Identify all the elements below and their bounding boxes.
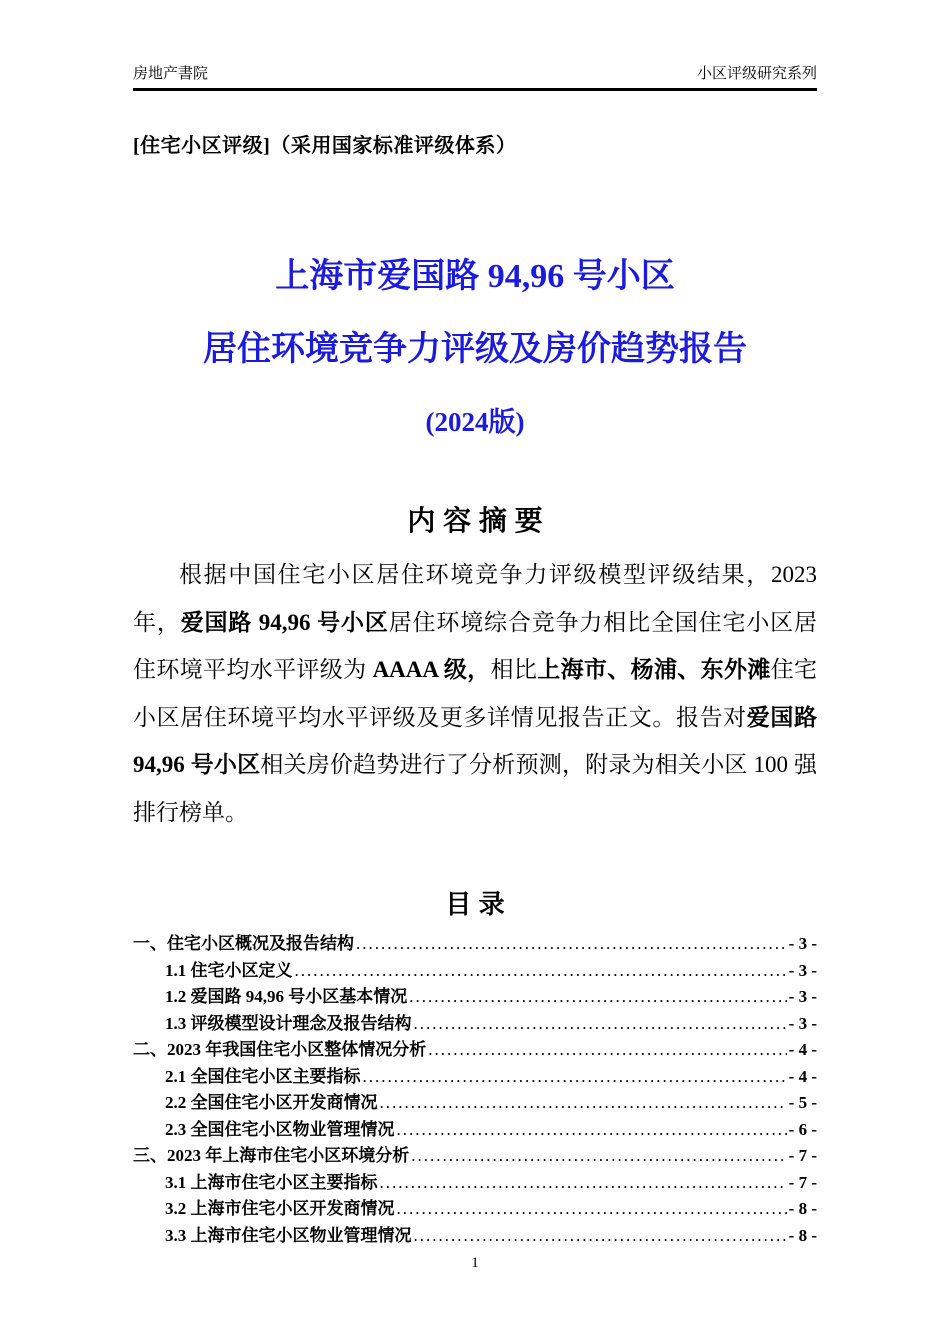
toc-entry-label: 1.2 爱国路 94,96 号小区基本情况 [165, 987, 408, 1006]
toc-entry-label: 2.1 全国住宅小区主要指标 [165, 1066, 361, 1086]
title-block [133, 248, 817, 439]
page-number: 1 [471, 1255, 479, 1271]
toc-entry [133, 1064, 817, 1091]
toc-leader-dots [356, 931, 787, 958]
toc-entry-page: - 3 - [788, 1013, 817, 1033]
toc-entry-page: - 3 - [788, 960, 817, 980]
summary-run: 居住环境综合竞争力相比全国住宅小区居住环境平均水平评级为 [133, 609, 818, 682]
toc-entry [133, 1143, 817, 1170]
toc-leader-dots [428, 1037, 786, 1064]
toc-entry-page: - 8 - [788, 1199, 817, 1218]
toc-leader-dots [295, 958, 787, 985]
summary-run: 相关房价趋势进行了分析预测，附录为相关小区 100 强排行榜单。 [133, 752, 818, 825]
summary-run: 相比 [490, 657, 538, 682]
toc-entry-label: 3.3 上海市住宅小区物业管理情况 [165, 1225, 412, 1245]
toc-entry-label: 三、2023 年上海市住宅小区环境分析 [133, 1146, 410, 1165]
summary-paragraph [133, 551, 817, 836]
toc-leader-dots [363, 1064, 787, 1091]
report-edition: (2024版) [425, 407, 525, 437]
toc-entry [133, 1090, 817, 1117]
summary-run: 根据中国住宅小区居住环境竞争力评级模型评级结果，2023 年， [133, 562, 817, 635]
summary-run-bold: 爱国路 94,96 号小区 [133, 704, 818, 777]
summary-run: 住宅小区居住环境平均水平评级及更多详情见报告正文。报告对 [133, 657, 818, 730]
summary-run-bold: AAAA 级， [372, 657, 491, 682]
toc-entry-label: 二、2023 年我国住宅小区整体情况分析 [133, 1040, 427, 1059]
toc-entry [133, 1170, 817, 1197]
toc-leader-dots [411, 1143, 786, 1170]
toc-heading: 目 录 [445, 889, 505, 919]
report-title-line1: 上海市爱国路 94,96 号小区 [275, 258, 675, 295]
toc-leader-dots [414, 1223, 787, 1250]
report-title-line2: 居住环境竞争力评级及房价趋势报告 [203, 331, 747, 368]
toc-entry-page: - 8 - [788, 1225, 817, 1245]
toc-entry-page: - 7 - [788, 1172, 817, 1192]
toc-entry [133, 958, 817, 985]
summary-run-bold: 爱国路 94,96 号小区 [180, 609, 389, 635]
toc-entry-page: - 7 - [788, 1146, 817, 1165]
header-right-text: 小区评级研究系列 [696, 65, 817, 82]
toc-entry-label: 2.3 全国住宅小区物业管理情况 [165, 1119, 395, 1139]
toc-leader-dots [409, 984, 786, 1011]
toc-entry-page: - 4 - [788, 1066, 817, 1086]
toc-entry-page: - 6 - [788, 1119, 817, 1139]
toc-leader-dots [414, 1011, 787, 1038]
page-content [133, 0, 817, 1249]
header-left-text: 房地产書院 [133, 65, 209, 82]
toc-entry [133, 984, 817, 1011]
toc-entry [133, 1196, 817, 1223]
toc-leader-dots [380, 1170, 787, 1197]
toc-entry-label: 2.2 全国住宅小区开发商情况 [165, 1093, 378, 1112]
toc-entry-label: 1.3 评级模型设计理念及报告结构 [165, 1013, 412, 1033]
toc-entry-label: 3.1 上海市住宅小区主要指标 [165, 1172, 378, 1192]
toc-entry-label: 一、住宅小区概况及报告结构 [133, 934, 354, 953]
toc-entry [133, 931, 817, 958]
summary-run-bold: 上海市、杨浦、东外滩 [537, 657, 771, 682]
toc-entry [133, 1223, 817, 1250]
toc-leader-dots [380, 1090, 787, 1117]
toc-entry [133, 1117, 817, 1144]
toc-entry-page: - 4 - [788, 1040, 817, 1059]
toc-entry-label: 3.2 上海市住宅小区开发商情况 [165, 1199, 395, 1218]
summary-heading: 内 容 摘 要 [407, 505, 543, 536]
toc-entry-page: - 5 - [788, 1093, 817, 1112]
series-label: [住宅小区评级]（采用国家标准评级体系） [133, 135, 517, 157]
toc-entry [133, 1037, 817, 1064]
toc-leader-dots [397, 1196, 787, 1223]
toc-entry-page: - 3 - [788, 934, 817, 953]
toc-entry-label: 1.1 住宅小区定义 [165, 960, 293, 980]
toc-entry [133, 1011, 817, 1038]
page-header [133, 0, 817, 91]
toc-entry-page: - 3 - [788, 987, 817, 1006]
toc-list [133, 931, 817, 1249]
toc-leader-dots [397, 1117, 787, 1144]
